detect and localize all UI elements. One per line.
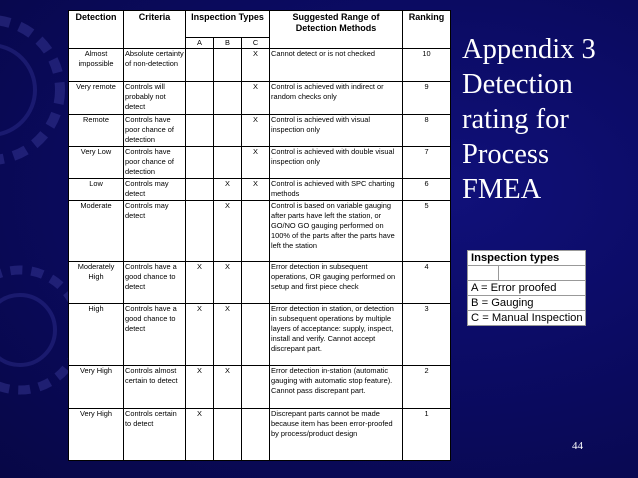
- header-sub-a: A: [186, 38, 214, 49]
- header-inspection-types: Inspection Types: [186, 11, 270, 38]
- title-line: Process: [462, 139, 550, 170]
- type-b-cell: [214, 115, 242, 147]
- table-row: [69, 147, 451, 179]
- header-sub-b: B: [214, 38, 242, 49]
- type-c-cell: X: [242, 82, 270, 115]
- ranking-cell: 6: [403, 179, 451, 201]
- criteria-cell: Controls may detect: [124, 179, 186, 201]
- criteria-cell: Controls have a good chance to detect: [124, 262, 186, 304]
- type-b-cell: X: [214, 304, 242, 366]
- criteria-cell: Controls may detect: [124, 201, 186, 262]
- type-c-cell: [242, 366, 270, 409]
- methods-cell: Cannot detect or is not checked: [270, 49, 403, 82]
- type-b-cell: [214, 147, 242, 179]
- legend-blank-cell: [499, 266, 586, 281]
- table-row: [69, 304, 451, 366]
- type-c-cell: X: [242, 49, 270, 82]
- header-ranking: Ranking: [403, 11, 451, 49]
- table-body: [69, 49, 451, 461]
- ranking-cell: 5: [403, 201, 451, 262]
- criteria-cell: Controls have a good chance to detect: [124, 304, 186, 366]
- type-c-cell: X: [242, 147, 270, 179]
- type-b-cell: X: [214, 201, 242, 262]
- criteria-cell: Absolute certainty of non-detection: [124, 49, 186, 82]
- legend-blank-cell: [468, 266, 499, 281]
- type-b-cell: [214, 82, 242, 115]
- table-row: [69, 201, 451, 262]
- legend-item: A = Error proofed: [468, 281, 586, 296]
- ranking-cell: 7: [403, 147, 451, 179]
- type-a-cell: [186, 115, 214, 147]
- type-a-cell: X: [186, 409, 214, 461]
- type-c-cell: X: [242, 115, 270, 147]
- title-line: Appendix 3: [462, 34, 596, 65]
- type-a-cell: [186, 82, 214, 115]
- title-line: FMEA: [462, 174, 542, 205]
- methods-cell: Control is achieved with visual inspection only: [270, 115, 403, 147]
- methods-cell: Error detection in subsequent operations, OR gauging performed on setup and first piece check: [270, 262, 403, 304]
- inspection-types-legend: [467, 250, 586, 326]
- criteria-cell: Controls have poor chance of detection: [124, 147, 186, 179]
- header-sub-c: C: [242, 38, 270, 49]
- slide-title: [462, 32, 632, 207]
- methods-cell: Control is based on variable gauging after parts have left the station, or GO/NO GO gauging performed on 100% of the parts after the parts have left the station: [270, 201, 403, 262]
- criteria-cell: Controls certain to detect: [124, 409, 186, 461]
- criteria-cell: Controls have poor chance of detection: [124, 115, 186, 147]
- methods-cell: Control is achieved with indirect or random checks only: [270, 82, 403, 115]
- ranking-cell: 4: [403, 262, 451, 304]
- ranking-cell: 3: [403, 304, 451, 366]
- table-row: [69, 49, 451, 82]
- type-a-cell: [186, 49, 214, 82]
- table-row: [69, 409, 451, 461]
- legend-title: Inspection types: [468, 251, 586, 266]
- ranking-cell: 9: [403, 82, 451, 115]
- table-row: [69, 82, 451, 115]
- type-b-cell: [214, 49, 242, 82]
- type-b-cell: X: [214, 366, 242, 409]
- type-c-cell: [242, 262, 270, 304]
- detection-cell: Moderately High: [69, 262, 124, 304]
- table-row: [69, 115, 451, 147]
- type-b-cell: [214, 409, 242, 461]
- title-line: Detection: [462, 69, 573, 100]
- ranking-cell: 8: [403, 115, 451, 147]
- detection-cell: Very remote: [69, 82, 124, 115]
- legend-item: B = Gauging: [468, 296, 586, 311]
- type-b-cell: X: [214, 262, 242, 304]
- type-a-cell: [186, 179, 214, 201]
- type-a-cell: [186, 201, 214, 262]
- type-a-cell: X: [186, 262, 214, 304]
- page-number: 44: [572, 440, 583, 452]
- detection-cell: Almost impossible: [69, 49, 124, 82]
- table-row: [69, 262, 451, 304]
- methods-cell: Error detection in-station (automatic gauging with automatic stop feature). Cannot pass discrepant part.: [270, 366, 403, 409]
- methods-cell: Error detection in station, or detection in subsequent operations by multiple layers of acceptance: supply, inspect, install and verify. Cannot accept discrepant part.: [270, 304, 403, 366]
- type-c-cell: X: [242, 179, 270, 201]
- type-c-cell: [242, 409, 270, 461]
- type-b-cell: X: [214, 179, 242, 201]
- ranking-cell: 1: [403, 409, 451, 461]
- detection-cell: Very High: [69, 409, 124, 461]
- header-criteria: Criteria: [124, 11, 186, 49]
- type-c-cell: [242, 304, 270, 366]
- table-row: [69, 366, 451, 409]
- legend-item: C = Manual Inspection: [468, 311, 586, 326]
- detection-cell: Moderate: [69, 201, 124, 262]
- table-row: [69, 179, 451, 201]
- type-a-cell: X: [186, 304, 214, 366]
- methods-cell: Control is achieved with SPC charting methods: [270, 179, 403, 201]
- detection-cell: Low: [69, 179, 124, 201]
- detection-cell: Remote: [69, 115, 124, 147]
- type-a-cell: [186, 147, 214, 179]
- header-suggested-methods: Suggested Range of Detection Methods: [270, 11, 403, 49]
- header-detection: Detection: [69, 11, 124, 49]
- ranking-cell: 2: [403, 366, 451, 409]
- detection-rating-table: [68, 10, 451, 461]
- detection-cell: Very Low: [69, 147, 124, 179]
- ranking-cell: 10: [403, 49, 451, 82]
- criteria-cell: Controls almost certain to detect: [124, 366, 186, 409]
- criteria-cell: Controls will probably not detect: [124, 82, 186, 115]
- type-a-cell: X: [186, 366, 214, 409]
- methods-cell: Discrepant parts cannot be made because item has been error-proofed by process/product design: [270, 409, 403, 461]
- title-line: rating for: [462, 104, 569, 135]
- type-c-cell: [242, 201, 270, 262]
- methods-cell: Control is achieved with double visual inspection only: [270, 147, 403, 179]
- detection-cell: High: [69, 304, 124, 366]
- detection-cell: Very High: [69, 366, 124, 409]
